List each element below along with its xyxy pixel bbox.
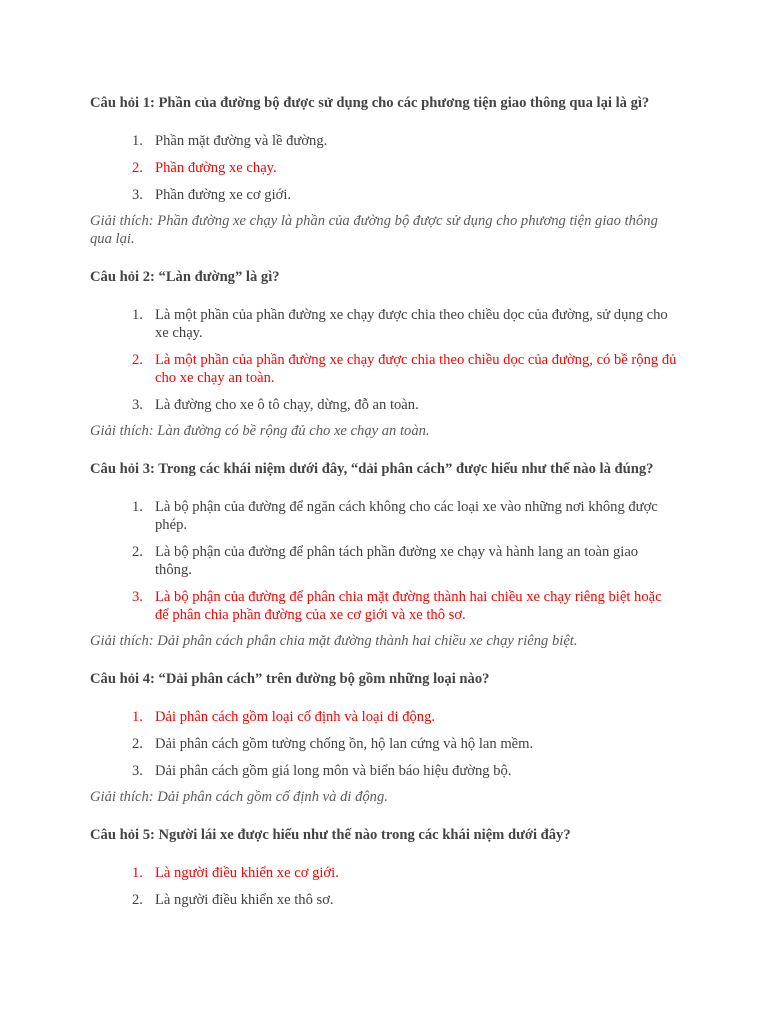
answer-item	[132, 543, 678, 579]
explanation-text: Giải thích: Làn đường có bề rộng đủ cho xe chạy an toàn.	[90, 423, 430, 439]
answer-text: Dải phân cách gồm tường chống ồn, hộ lan cứng và hộ lan mềm.	[155, 736, 534, 752]
answer-item	[132, 186, 678, 204]
explanation-text: Giải thích: Dải phân cách phân chia mặt đường thành hai chiều xe chạy riêng biệt.	[90, 633, 578, 649]
answer-item-correct	[132, 708, 678, 726]
answer-item-correct	[132, 588, 678, 624]
answer-text: Là bộ phận của đường để phân chia mặt đường thành hai chiều xe chạy riêng biệt hoặc để phân chia phần đường của xe cơ giới và xe thô sơ.	[155, 589, 662, 623]
question-title: Câu hỏi 5: Người lái xe được hiểu như thế nào trong các khái niệm dưới đây?	[90, 827, 571, 843]
answer-text: Là bộ phận của đường để phân tách phần đường xe chạy và hành lang an toàn giao thông.	[155, 544, 639, 578]
answer-item	[132, 498, 678, 534]
answer-number: 2.	[132, 160, 143, 176]
answer-number: 2.	[132, 352, 143, 368]
answer-text: Là đường cho xe ô tô chạy, dừng, đỗ an toàn.	[155, 397, 419, 413]
answer-item	[132, 891, 678, 909]
question-block-5	[90, 826, 678, 909]
answer-item	[132, 132, 678, 150]
answer-text: Phần đường xe cơ giới.	[155, 187, 292, 203]
answer-number: 3.	[132, 187, 143, 203]
answer-number: 1.	[132, 709, 143, 725]
answer-item-correct	[132, 864, 678, 882]
answer-list	[90, 306, 678, 414]
answer-text: Là người điều khiển xe thô sơ.	[155, 892, 334, 908]
answer-text: Dải phân cách gồm loại cố định và loại di động.	[155, 709, 436, 725]
answer-text: Dải phân cách gồm giá long môn và biển báo hiệu đường bộ.	[155, 763, 512, 779]
answer-list	[90, 498, 678, 624]
question-block-4	[90, 670, 678, 806]
answer-number: 1.	[132, 499, 143, 515]
explanation-text: Giải thích: Dải phân cách gồm cố định và di động.	[90, 789, 388, 805]
answer-item	[132, 735, 678, 753]
answer-number: 1.	[132, 307, 143, 323]
answer-number: 3.	[132, 589, 143, 605]
question-title: Câu hỏi 2: “Làn đường” là gì?	[90, 269, 280, 285]
answer-number: 1.	[132, 865, 143, 881]
question-title: Câu hỏi 3: Trong các khái niệm dưới đây, “dải phân cách” được hiểu như thế nào là đúng?	[90, 461, 654, 477]
question-block-2	[90, 268, 678, 440]
explanation-text: Giải thích: Phần đường xe chạy là phần của đường bộ được sử dụng cho phương tiện giao thông qua lại.	[90, 213, 658, 247]
answer-text: Phần mặt đường và lề đường.	[155, 133, 328, 149]
question-title: Câu hỏi 1: Phần của đường bộ được sử dụng cho các phương tiện giao thông qua lại là gì?	[90, 95, 650, 111]
answer-list	[90, 132, 678, 204]
answer-number: 1.	[132, 133, 143, 149]
answer-item	[132, 396, 678, 414]
question-title: Câu hỏi 4: “Dải phân cách” trên đường bộ gồm những loại nào?	[90, 671, 490, 687]
answer-number: 2.	[132, 736, 143, 752]
answer-text: Là bộ phận của đường để ngăn cách không cho các loại xe vào những nơi không được phép.	[155, 499, 658, 533]
answer-text: Là một phần của phần đường xe chạy được chia theo chiều dọc của đường, có bề rộng đủ cho xe chạy an toàn.	[155, 352, 677, 386]
answer-number: 3.	[132, 397, 143, 413]
answer-list	[90, 864, 678, 909]
answer-item-correct	[132, 159, 678, 177]
answer-item	[132, 762, 678, 780]
answer-number: 2.	[132, 544, 143, 560]
answer-number: 2.	[132, 892, 143, 908]
answer-number: 3.	[132, 763, 143, 779]
answer-text: Là một phần của phần đường xe chạy được chia theo chiều dọc của đường, sử dụng cho xe chạy.	[155, 307, 668, 341]
question-block-1	[90, 94, 678, 248]
question-block-3	[90, 460, 678, 650]
answer-item-correct	[132, 351, 678, 387]
answer-text: Là người điều khiển xe cơ giới.	[155, 865, 339, 881]
answer-list	[90, 708, 678, 780]
answer-item	[132, 306, 678, 342]
answer-text: Phần đường xe chạy.	[155, 160, 277, 176]
